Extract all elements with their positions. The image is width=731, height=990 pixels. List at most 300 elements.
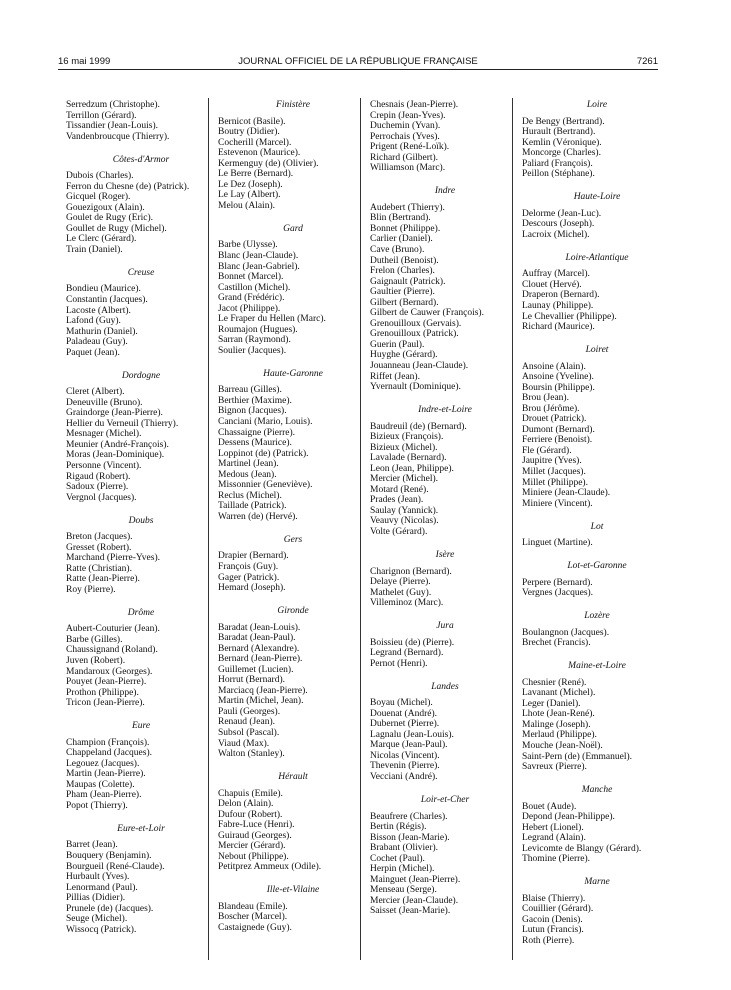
person-name: Mandaroux (Georges). [66, 666, 153, 677]
person-name: Roumajon (Hugues). [218, 324, 298, 335]
person-name: Boscher (Marcel). [218, 912, 288, 923]
person-name: Pillias (Didier). [66, 893, 126, 904]
person-name: Lavanant (Michel). [522, 688, 596, 699]
person-name: Draperon (Bernard). [522, 290, 600, 301]
person-name: Lacroix (Michel). [522, 229, 590, 240]
person-name: Fabre-Luce (Henri). [218, 820, 295, 831]
person-name: Veauvy (Nicolas). [370, 516, 439, 527]
person-name: Ratte (Christian). [66, 563, 132, 574]
department-section [370, 550, 520, 609]
person-name: Yvernault (Dominique). [370, 382, 461, 393]
person-name: Kermenguy (de) (Olivier). [218, 158, 319, 169]
person-name: Bernicot (Basile). [218, 116, 286, 127]
department-section [370, 682, 520, 783]
person-name: Viaud (Max). [218, 738, 270, 749]
person-name: Missonnier (Geneviève). [218, 480, 313, 491]
department-heading: Côtes-d'Armor [112, 154, 170, 165]
person-name: Paliard (François). [522, 158, 593, 169]
person-name: Villeminoz (Marc). [370, 598, 444, 609]
person-name: Berthier (Maxime). [218, 395, 292, 406]
person-name: Mainguet (Jean-Pierre). [370, 874, 461, 885]
department-section [66, 608, 216, 709]
person-name: Gilbert (Bernard). [370, 297, 439, 308]
department-section [66, 155, 216, 256]
person-name: Cochet (Paul). [370, 853, 425, 864]
person-name: Ansoine (Yveline). [522, 372, 594, 383]
department-heading: Eure [131, 721, 151, 732]
person-name: Castillon (Michel). [218, 282, 291, 293]
department-section [522, 877, 672, 946]
person-name: Chesnier (René). [522, 677, 587, 688]
person-name: Baradat (Jean-Louis). [218, 622, 301, 633]
person-name: Gilbert de Cauwer (François). [370, 308, 484, 319]
department-section [522, 100, 672, 180]
person-name: Martin (Michel, Jean). [218, 696, 304, 707]
person-name: Bourgueil (René-Claude). [66, 861, 165, 872]
person-name: Pouyet (Jean-Pierre). [66, 677, 147, 688]
department-section [370, 621, 520, 669]
person-name: Malinge (Joseph). [522, 719, 591, 730]
department-section [66, 824, 216, 935]
person-name: Saulay (Yannick). [370, 505, 439, 516]
person-name: Thevenin (Pierre). [370, 761, 440, 772]
person-name: Gresset (Robert). [66, 542, 132, 553]
department-heading: Jura [436, 621, 454, 632]
person-name: Auffray (Marcel). [522, 269, 590, 280]
person-name: Motard (René). [370, 484, 429, 495]
person-name: Canciani (Mario, Louis). [218, 417, 313, 427]
person-name: Perpere (Bernard). [522, 577, 593, 588]
department-heading: Doubs [128, 515, 154, 526]
department-heading: Landes [431, 681, 459, 692]
person-name: Chaussignand (Roland). [66, 645, 158, 656]
person-name: Popot (Thierry). [66, 800, 128, 811]
department-heading: Loire [586, 100, 608, 110]
person-name: Mercier (Jean-Claude). [370, 895, 459, 906]
person-name: Roy (Pierre). [66, 584, 116, 595]
person-name: Millet (Philippe). [522, 477, 588, 488]
department-heading: Eure-et-Loir [117, 823, 165, 834]
department-heading: Ille-et-Vilaine [266, 885, 320, 896]
department-heading: Haute-Garonne [263, 368, 323, 379]
department-section [66, 371, 216, 504]
person-name: Lafond (Guy). [66, 316, 121, 327]
person-name: Vecciani (André). [370, 772, 438, 783]
page-header [58, 56, 658, 70]
person-name: Jouanneau (Jean-Claude). [370, 360, 469, 371]
person-name: Le Chevallier (Philippe). [522, 311, 617, 322]
person-name: Blaise (Thierry). [522, 893, 586, 904]
person-name: Leger (Daniel). [522, 698, 581, 709]
person-name: Le Lay (Albert). [218, 190, 281, 201]
person-name: Sarran (Raymond). [218, 335, 291, 346]
person-name: Blin (Bertrand). [370, 213, 431, 224]
person-name: Terrillon (Gérard). [66, 110, 137, 121]
person-name: Barbe (Gilles). [66, 634, 123, 645]
person-name: Depond (Jean-Philippe). [522, 812, 615, 823]
person-name: Nicolas (Vincent). [370, 750, 440, 761]
person-name: Bonnet (Philippe). [370, 223, 441, 234]
person-name: Roth (Pierre). [522, 935, 575, 946]
person-name: Jacot (Philippe). [218, 303, 281, 314]
person-name: Taillade (Patrick). [218, 501, 287, 512]
person-name: Wissocq (Patrick). [66, 924, 137, 935]
person-name: Lenormand (Paul). [66, 882, 138, 893]
person-name: Saisset (Jean-Marie). [370, 906, 451, 917]
person-name: Carlier (Daniel). [370, 234, 433, 245]
person-name: De Bengy (Bertrand). [522, 116, 605, 127]
person-name: Pernot (Henri). [370, 658, 428, 669]
department-section [522, 785, 672, 865]
person-name: Bondieu (Maurice). [66, 284, 141, 295]
person-name: Goulet de Rugy (Eric). [66, 213, 154, 224]
person-name: Grenouilloux (Gervais). [370, 318, 462, 329]
person-name: Paquet (Jean). [66, 347, 120, 358]
department-heading: Drôme [127, 607, 155, 618]
department-section [218, 772, 368, 873]
person-name: Martin (Jean-Pierre). [66, 769, 146, 780]
person-name: Legrand (Bernard). [370, 648, 444, 659]
person-name: Baradat (Jean-Paul). [218, 633, 296, 644]
page-number: 7261 [636, 56, 658, 67]
person-name: Vandenbroucque (Thierry). [66, 131, 170, 142]
person-name: Hemard (Joseph). [218, 583, 286, 594]
person-name: Train (Daniel). [66, 244, 123, 255]
person-name: Gicquel (Roger). [66, 192, 131, 203]
department-heading: Indre-et-Loire [418, 405, 472, 415]
person-name: Mesnager (Michel). [66, 429, 142, 440]
department-heading: Isère [435, 549, 455, 560]
person-name: Hurault (Bertrand). [522, 127, 596, 138]
department-section [218, 535, 368, 594]
person-name: Boursin (Philippe). [522, 382, 595, 393]
person-name: Guillemet (Lucien). [218, 664, 294, 675]
department-heading: Gers [283, 534, 303, 545]
person-name: Millet (Jacques). [522, 467, 586, 478]
person-name: Hellier du Verneuil (Thierry). [66, 418, 179, 429]
person-name: Brabant (Olivier). [370, 843, 439, 854]
person-name: Jaupitre (Yves). [522, 456, 582, 467]
person-name: Gaignault (Patrick). [370, 276, 446, 287]
person-name: Thomine (Pierre). [522, 854, 591, 865]
person-name: Merlaud (Philippe). [522, 730, 597, 741]
department-section [522, 253, 672, 333]
person-name: Seuge (Michel). [66, 914, 128, 925]
person-name: Gacoin (Denis). [522, 914, 583, 925]
text-column-2 [218, 100, 368, 934]
person-name: Dufour (Robert). [218, 809, 283, 820]
department-section [370, 405, 520, 538]
person-name: Marchand (Pierre-Yves). [66, 553, 161, 564]
person-name: Richard (Maurice). [522, 322, 595, 333]
person-name: Lacoste (Albert). [66, 305, 131, 316]
person-name: Dubois (Charles). [66, 171, 134, 182]
department-section [66, 268, 216, 358]
person-name: Gouezigoux (Alain). [66, 202, 145, 213]
person-name: Gager (Patrick). [218, 572, 280, 583]
person-name: Petitprez Ammeux (Odile). [218, 862, 322, 873]
department-section [370, 795, 520, 917]
person-name: Subsol (Pascal). [218, 728, 280, 738]
person-name: Bisson (Jean-Marie). [370, 832, 450, 843]
department-section [66, 100, 216, 142]
person-name: Volte (Gérard). [370, 527, 428, 538]
person-name: Tricon (Jean-Pierre). [66, 698, 145, 709]
person-name: Nebout (Philippe). [218, 851, 289, 862]
person-name: Renaud (Jean). [218, 717, 275, 728]
person-name: Menseau (Serge). [370, 885, 437, 896]
person-name: Prunele (de) (Jacques). [66, 903, 154, 914]
department-heading: Gard [283, 223, 303, 234]
person-name: Pham (Jean-Pierre). [66, 790, 142, 801]
person-name: Breton (Jacques). [66, 532, 133, 543]
person-name: Pauli (Georges). [218, 706, 281, 717]
person-name: Frelon (Charles). [370, 266, 435, 277]
person-name: Serredzum (Christophe). [66, 100, 160, 110]
person-name: Linguet (Martine). [522, 538, 593, 549]
person-name: Lutun (Francis). [522, 925, 584, 936]
person-name: Cave (Bruno). [370, 244, 425, 255]
person-name: Le Fraper du Hellen (Marc). [218, 314, 326, 325]
person-name: Bertin (Régis). [370, 822, 427, 833]
person-name: Leon (Jean, Philippe). [370, 463, 454, 474]
department-section [522, 561, 672, 599]
department-heading: Haute-Loire [573, 192, 621, 203]
person-name: Bizieux (Michel). [370, 442, 438, 453]
person-name: Barret (Jean). [66, 840, 118, 851]
department-heading: Loire-Atlantique [565, 252, 629, 263]
department-heading: Creuse [127, 267, 155, 278]
person-name: Mathurin (Daniel). [66, 326, 138, 337]
department-section [522, 611, 672, 649]
person-name: Duchemin (Yvan). [370, 121, 441, 132]
text-column-4 [522, 100, 672, 947]
person-name: Crepin (Jean-Yves). [370, 110, 446, 121]
person-name: Delon (Alain). [218, 799, 274, 810]
person-name: Boutry (Didier). [218, 127, 280, 138]
person-name: Ratte (Jean-Pierre). [66, 574, 140, 585]
person-name: Gaultier (Pierre). [370, 287, 435, 298]
department-section [66, 721, 216, 811]
person-name: Chapuis (Emile). [218, 788, 283, 799]
person-name: Boulangnon (Jacques). [522, 627, 610, 638]
department-heading: Dordogne [121, 370, 161, 381]
person-name: Constantin (Jacques). [66, 294, 148, 305]
person-name: Williamson (Marc). [370, 163, 446, 174]
person-name: Prigent (René-Loïk). [370, 142, 450, 153]
person-name: Prades (Jean). [370, 495, 424, 506]
department-section [522, 661, 672, 772]
person-name: Mercier (Michel). [370, 474, 439, 485]
person-name: Juven (Robert). [66, 656, 126, 667]
person-name: Deneuville (Bruno). [66, 397, 143, 408]
person-name: Bizieux (François). [370, 432, 444, 443]
person-name: Levicomte de Blangy (Gérard). [522, 843, 642, 854]
person-name: Walton (Stanley). [218, 749, 285, 760]
person-name: Reclus (Michel). [218, 490, 282, 501]
person-name: Moncorge (Charles). [522, 148, 601, 159]
person-name: Miniere (Vincent). [522, 498, 593, 509]
person-name: Clouet (Hervé). [522, 279, 582, 290]
person-name: Miniere (Jean-Claude). [522, 488, 611, 499]
person-name: Champion (François). [66, 737, 150, 748]
person-name: Barbe (Ulysse). [218, 240, 278, 251]
person-name: Barreau (Gilles). [218, 385, 282, 396]
person-name: Blandeau (Emile). [218, 901, 288, 912]
person-name: Peillon (Stéphane). [522, 169, 595, 180]
department-heading: Loiret [585, 345, 609, 356]
person-name: Ferron du Chesne (de) (Patrick). [66, 181, 190, 192]
person-name: Kemlin (Véronique). [522, 137, 602, 148]
person-name: Perrochais (Yves). [370, 131, 440, 142]
person-name: Cleret (Albert). [66, 387, 125, 398]
person-name: Guiraud (Georges). [218, 830, 292, 841]
person-name: Estevenon (Maurice). [218, 148, 301, 159]
person-name: Le Berre (Bernard). [218, 169, 294, 180]
department-section [218, 100, 368, 211]
department-heading: Gironde [277, 605, 309, 616]
person-name: Audebert (Thierry). [370, 202, 445, 213]
department-section [370, 186, 520, 392]
person-name: Vergnes (Jacques). [522, 588, 594, 599]
person-name: Boissieu (de) (Pierre). [370, 637, 455, 648]
person-name: Lhote (Jean-René). [522, 709, 595, 720]
department-section [522, 522, 672, 549]
person-name: Prothon (Philippe). [66, 687, 139, 698]
person-name: Hurbault (Yves). [66, 872, 130, 883]
person-name: Bonnet (Marcel). [218, 272, 284, 283]
person-name: Bignon (Jacques). [218, 406, 287, 417]
person-name: Le Clerc (Gérard). [66, 234, 137, 245]
person-name: Guerin (Paul). [370, 339, 425, 350]
person-name: Moras (Jean-Dominique). [66, 450, 165, 461]
person-name: Graindorge (Jean-Pierre). [66, 408, 163, 419]
person-name: Boyau (Michel). [370, 698, 433, 709]
person-name: Hebert (Lionel). [522, 822, 584, 833]
person-name: Marciacq (Jean-Pierre). [218, 685, 308, 696]
person-name: Dutheil (Benoist). [370, 255, 439, 266]
person-name: Horrut (Bernard). [218, 675, 286, 686]
person-name: Charignon (Bernard). [370, 566, 452, 577]
person-name: Baudreuil (de) (Bernard). [370, 421, 467, 432]
person-name: Medous (Jean). [218, 469, 277, 480]
person-name: Bernard (Alexandre). [218, 643, 300, 654]
person-name: Savreux (Pierre). [522, 762, 587, 773]
person-name: Lagnalu (Jean-Louis). [370, 729, 454, 740]
person-name: Paladeau (Guy). [66, 337, 128, 348]
person-name: Grand (Frédéric). [218, 293, 285, 304]
person-name: Delorme (Jean-Luc). [522, 208, 602, 219]
person-name: Beaufrere (Charles). [370, 811, 448, 822]
department-heading: Lot-et-Garonne [567, 561, 627, 572]
person-name: Brou (Jean). [522, 393, 569, 404]
person-name: Riffet (Jean). [370, 371, 420, 382]
person-name: Tissandier (Jean-Louis). [66, 121, 158, 132]
department-section [218, 224, 368, 357]
person-name: Descours (Joseph). [522, 219, 595, 230]
person-name: Dumont (Bernard). [522, 424, 595, 435]
person-name: Legouez (Jacques). [66, 758, 140, 769]
text-column-3 [370, 100, 520, 917]
department-heading: Indre [434, 186, 456, 197]
person-name: Mouche (Jean-Noël). [522, 740, 603, 751]
person-name: Dessens (Maurice). [218, 438, 292, 449]
department-heading: Maine-et-Loire [568, 661, 626, 672]
person-name: Fle (Gérard). [522, 445, 572, 456]
department-section [522, 345, 672, 509]
person-name: Martinel (Jean). [218, 459, 279, 470]
person-name: Goullet de Rugy (Michel). [66, 223, 167, 234]
person-name: Blanc (Jean-Claude). [218, 250, 299, 261]
person-name: Saint-Pern (de) (Emmanuel). [522, 751, 633, 762]
person-name: Grenouilloux (Patrick). [370, 329, 459, 340]
person-name: Blanc (Jean-Gabriel). [218, 261, 300, 272]
department-heading: Lot [590, 521, 604, 532]
person-name: Brou (Jérôme). [522, 403, 580, 414]
person-name: Le Dez (Joseph). [218, 179, 283, 190]
department-heading: Loir-et-Cher [420, 794, 470, 805]
person-name: Maupas (Colette). [66, 779, 135, 790]
person-name: Lavalade (Bernard). [370, 453, 447, 464]
text-column-1 [66, 100, 216, 935]
person-name: Ferriere (Benoist). [522, 435, 593, 446]
person-name: Herpin (Michel). [370, 864, 435, 875]
person-name: Warren (de) (Hervé). [218, 511, 298, 522]
person-name: Launay (Philippe). [522, 300, 594, 311]
person-name: Marque (Jean-Paul). [370, 740, 448, 751]
person-name: Castaignede (Guy). [218, 922, 292, 933]
person-name: Delaye (Pierre). [370, 577, 431, 588]
journal-title: JOURNAL OFFICIEL DE LA RÉPUBLIQUE FRANÇAISE [238, 56, 478, 67]
person-name: Mercier (Gérard). [218, 841, 286, 852]
department-section [66, 516, 216, 596]
person-name: Chappeland (Jacques). [66, 748, 152, 759]
person-name: Bernard (Jean-Pierre). [218, 654, 303, 665]
person-name: Huyghe (Gérard). [370, 350, 438, 361]
department-section [218, 885, 368, 933]
person-name: Dubernet (Pierre). [370, 719, 440, 730]
person-name: Meunier (André-François). [66, 439, 169, 450]
header-rule [58, 69, 658, 70]
person-name: Bouet (Aude). [522, 801, 577, 812]
person-name: Brechet (Francis). [522, 638, 591, 649]
person-name: Chesnais (Jean-Pierre). [370, 100, 459, 110]
department-section [522, 192, 672, 240]
person-name: Soulier (Jacques). [218, 345, 287, 356]
department-heading: Lozère [584, 611, 610, 622]
person-name: Mathelet (Guy). [370, 587, 432, 598]
person-name: Ansoine (Alain). [522, 361, 586, 372]
department-heading: Hérault [278, 772, 308, 783]
department-section [218, 369, 368, 523]
person-name: Aubert-Couturier (Jean). [66, 624, 160, 635]
person-name: Cocherill (Marcel). [218, 137, 292, 148]
person-name: Richard (Gilbert). [370, 152, 439, 163]
person-name: Douenat (André). [370, 708, 438, 719]
person-name: Sadoux (Pierre). [66, 482, 129, 493]
person-name: Melou (Alain). [218, 200, 275, 211]
person-name: Drapier (Bernard). [218, 551, 289, 562]
department-heading: Marne [584, 877, 610, 888]
department-heading: Finistère [276, 100, 310, 110]
person-name: Chassaigne (Pierre). [218, 427, 296, 438]
person-name: Drouet (Patrick). [522, 414, 587, 425]
issue-date: 16 mai 1999 [58, 56, 111, 67]
person-name: Legrand (Alain). [522, 833, 586, 844]
person-name: Loppinot (de) (Patrick). [218, 448, 309, 459]
person-name: Personne (Vincent). [66, 461, 142, 472]
person-name: Rigaud (Robert). [66, 471, 131, 482]
